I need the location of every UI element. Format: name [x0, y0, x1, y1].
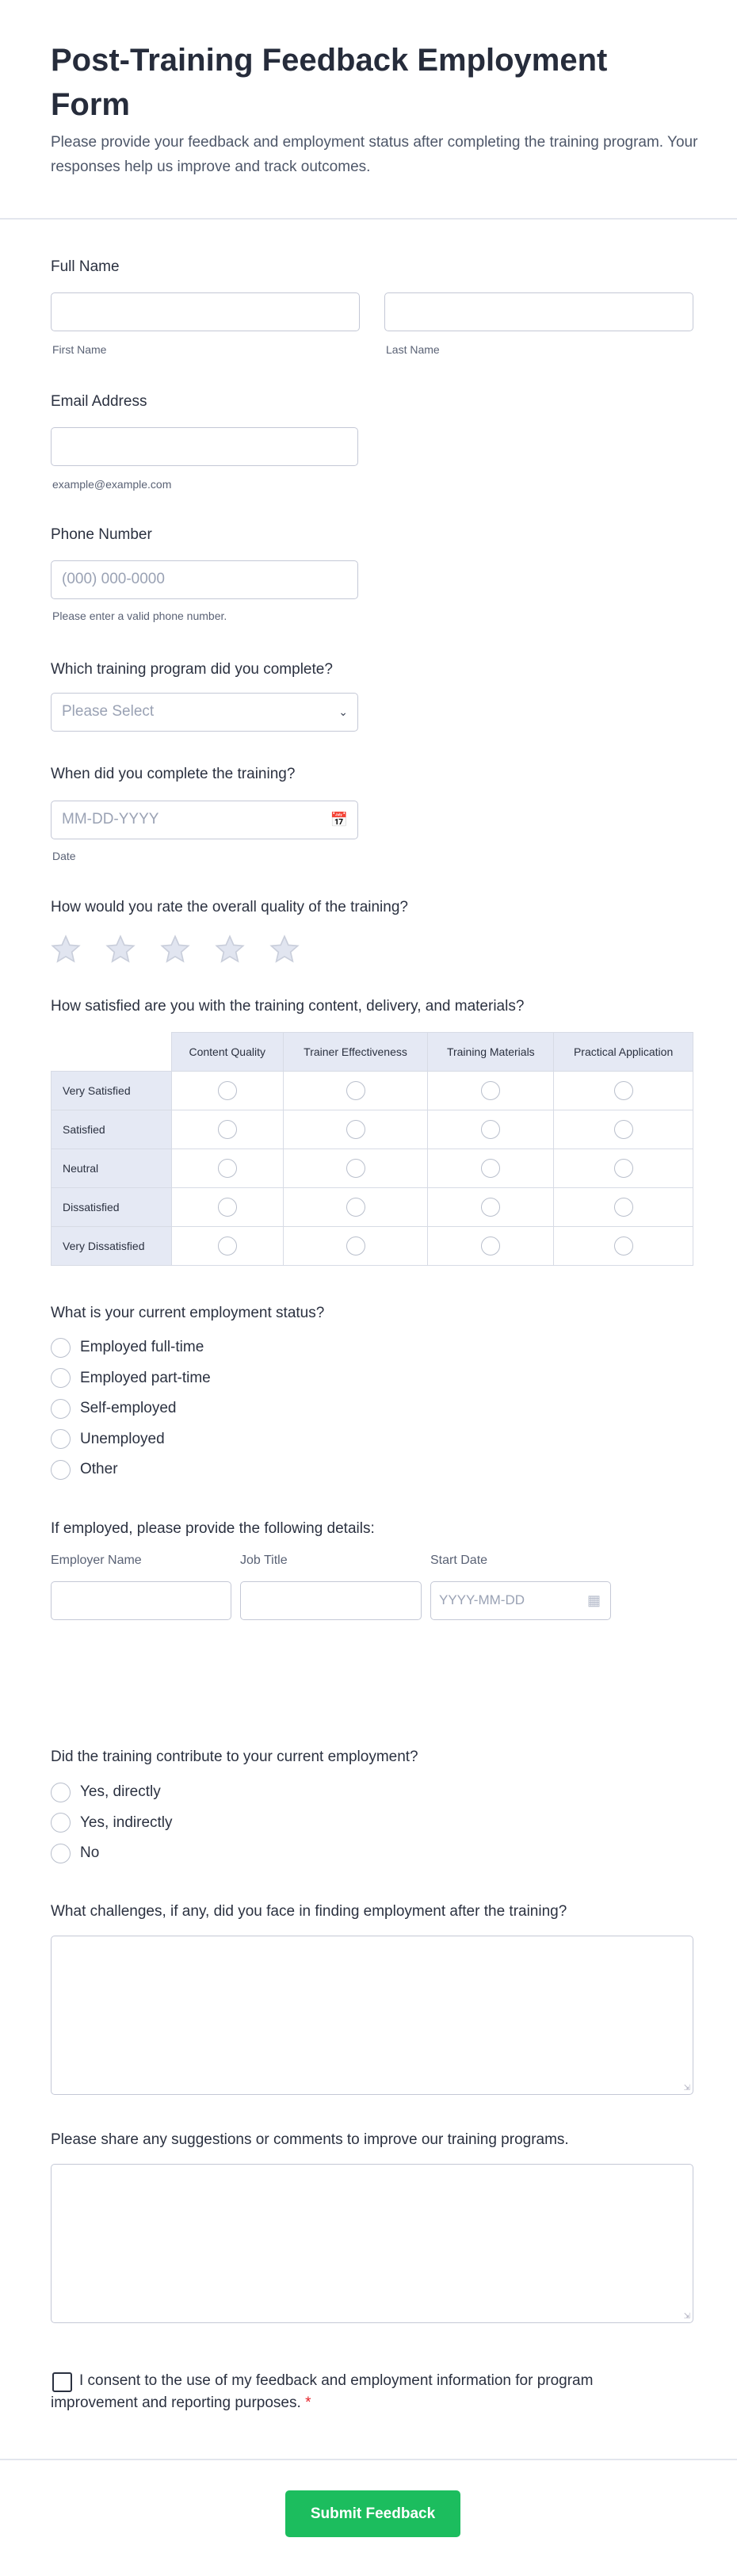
matrix-cell — [554, 1072, 693, 1110]
matrix-row — [52, 1072, 693, 1110]
employer-name-label: Employer Name — [51, 1554, 142, 1567]
matrix-row-label: Satisfied — [52, 1110, 172, 1149]
radio-button[interactable] — [51, 1368, 71, 1388]
completion-label: When did you complete the training? — [51, 766, 296, 782]
matrix-row-label: Dissatisfied — [52, 1188, 172, 1227]
email-sublabel: example@example.com — [52, 478, 172, 491]
matrix-radio[interactable] — [346, 1236, 365, 1256]
radio-button[interactable] — [51, 1460, 71, 1480]
matrix-cell — [554, 1149, 693, 1188]
radio-option-label: Employed part-time — [80, 1369, 211, 1386]
matrix-cell — [428, 1072, 554, 1110]
radio-option[interactable] — [51, 1336, 204, 1359]
matrix-radio[interactable] — [346, 1159, 365, 1178]
matrix-row — [52, 1149, 693, 1188]
matrix-corner — [52, 1033, 172, 1072]
divider — [0, 218, 737, 220]
completion-sublabel: Date — [52, 850, 76, 862]
matrix-cell — [283, 1110, 428, 1149]
resize-handle-icon[interactable]: ⇲ — [683, 2084, 690, 2093]
start-date-label: Start Date — [430, 1554, 488, 1567]
matrix-radio[interactable] — [481, 1081, 500, 1100]
matrix-cell — [554, 1110, 693, 1149]
radio-option[interactable] — [51, 1812, 173, 1834]
matrix-cell — [283, 1188, 428, 1227]
radio-option-label: Unemployed — [80, 1430, 165, 1447]
employment-status-label: What is your current employment status? — [51, 1305, 325, 1321]
radio-option[interactable] — [51, 1428, 165, 1450]
start-date-input[interactable] — [430, 1581, 611, 1620]
completion-placeholder: MM-DD-YYYY — [62, 811, 159, 827]
program-placeholder: Please Select — [62, 703, 155, 720]
program-select[interactable] — [51, 693, 358, 732]
consent-text — [51, 2370, 653, 2414]
matrix-radio[interactable] — [614, 1081, 633, 1100]
matrix-radio[interactable] — [218, 1236, 237, 1256]
matrix-row-label: Neutral — [52, 1149, 172, 1188]
radio-button[interactable] — [51, 1813, 71, 1833]
matrix-cell — [171, 1072, 283, 1110]
radio-option-label: No — [80, 1844, 100, 1861]
challenges-textarea[interactable] — [51, 1936, 693, 2095]
star-rating[interactable] — [50, 934, 300, 965]
matrix-row — [52, 1188, 693, 1227]
radio-option[interactable] — [51, 1397, 176, 1420]
matrix-cell — [428, 1110, 554, 1149]
matrix-column-header: Training Materials — [428, 1033, 554, 1072]
phone-placeholder: (000) 000-0000 — [62, 571, 165, 587]
submit-button[interactable]: Submit Feedback — [285, 2490, 460, 2537]
radio-option-label: Employed full-time — [80, 1339, 204, 1355]
matrix-radio[interactable] — [218, 1198, 237, 1217]
radio-option[interactable] — [51, 1458, 118, 1481]
calendar-icon[interactable]: 📅 — [330, 812, 348, 827]
radio-option-label: Yes, indirectly — [80, 1814, 173, 1831]
radio-button[interactable] — [51, 1429, 71, 1449]
matrix-cell — [171, 1188, 283, 1227]
radio-button[interactable] — [51, 1844, 71, 1863]
star-icon[interactable] — [105, 934, 136, 965]
star-icon[interactable] — [159, 934, 191, 965]
page-title: Post-Training Feedback Employment Form — [51, 43, 608, 122]
matrix-cell — [283, 1227, 428, 1266]
phone-sublabel: Please enter a valid phone number. — [52, 610, 227, 622]
matrix-cell — [171, 1227, 283, 1266]
matrix-radio[interactable] — [614, 1120, 633, 1139]
matrix-radio[interactable] — [481, 1198, 500, 1217]
matrix-cell — [554, 1188, 693, 1227]
phone-input[interactable] — [51, 560, 358, 599]
challenges-label: What challenges, if any, did you face in finding employment after the training? — [51, 1903, 567, 1920]
radio-option-label: Other — [80, 1461, 118, 1477]
divider — [0, 2459, 737, 2460]
matrix-radio[interactable] — [218, 1081, 237, 1100]
matrix-cell — [283, 1149, 428, 1188]
suggestions-label: Please share any suggestions or comments to improve our training programs. — [51, 2131, 569, 2148]
matrix-column-header: Practical Application — [554, 1033, 693, 1072]
suggestions-textarea[interactable] — [51, 2164, 693, 2323]
employer-name-input[interactable] — [51, 1581, 231, 1620]
matrix-radio[interactable] — [614, 1198, 633, 1217]
matrix-cell — [428, 1149, 554, 1188]
matrix-radio[interactable] — [614, 1236, 633, 1256]
radio-option-label: Self-employed — [80, 1400, 177, 1416]
matrix-radio[interactable] — [346, 1120, 365, 1139]
matrix-row-label: Very Dissatisfied — [52, 1227, 172, 1266]
radio-button[interactable] — [51, 1399, 71, 1419]
matrix-row — [52, 1110, 693, 1149]
consent-label: I consent to the use of my feedback and employment information for program improvement and reporting purposes. — [51, 2372, 594, 2411]
phone-label: Phone Number — [51, 526, 152, 543]
star-icon[interactable] — [269, 934, 300, 965]
matrix-cell — [428, 1227, 554, 1266]
matrix-cell — [171, 1110, 283, 1149]
radio-button[interactable] — [51, 1338, 71, 1358]
first-name-input[interactable] — [51, 292, 360, 331]
email-input[interactable] — [51, 427, 358, 466]
matrix-cell — [283, 1072, 428, 1110]
matrix-label: How satisfied are you with the training content, delivery, and materials? — [51, 998, 525, 1015]
matrix-radio[interactable] — [481, 1159, 500, 1178]
matrix-column-header: Content Quality — [171, 1033, 283, 1072]
matrix-radio[interactable] — [346, 1198, 365, 1217]
matrix-radio[interactable] — [346, 1081, 365, 1100]
matrix-cell — [428, 1188, 554, 1227]
satisfaction-matrix — [51, 1032, 693, 1266]
calendar-icon[interactable]: ▦ — [586, 1592, 601, 1608]
matrix-column-header: Trainer Effectiveness — [283, 1033, 428, 1072]
program-label: Which training program did you complete? — [51, 661, 333, 678]
star-icon[interactable] — [214, 934, 246, 965]
radio-option-label: Yes, directly — [80, 1783, 161, 1800]
email-label: Email Address — [51, 393, 147, 410]
radio-button[interactable] — [51, 1783, 71, 1802]
chevron-down-icon: ⌄ — [338, 705, 348, 718]
matrix-row — [52, 1227, 693, 1266]
matrix-radio[interactable] — [481, 1236, 500, 1256]
contribution-label: Did the training contribute to your current employment? — [51, 1749, 418, 1765]
radio-option[interactable] — [51, 1367, 211, 1389]
first-name-sublabel: First Name — [52, 343, 107, 356]
matrix-radio[interactable] — [614, 1159, 633, 1178]
rating-label: How would you rate the overall quality of the training? — [51, 899, 408, 915]
last-name-sublabel: Last Name — [386, 343, 440, 356]
resize-handle-icon[interactable]: ⇲ — [683, 2312, 690, 2321]
form-description: Please provide your feedback and employment status after completing the training program. Your responses help us improve and track outcomes. — [51, 134, 698, 175]
full-name-label: Full Name — [51, 258, 120, 275]
matrix-row-label: Very Satisfied — [52, 1072, 172, 1110]
completion-date-input[interactable] — [51, 801, 358, 839]
last-name-input[interactable] — [384, 292, 693, 331]
matrix-radio[interactable] — [481, 1120, 500, 1139]
radio-option[interactable] — [51, 1842, 99, 1864]
job-title-input[interactable] — [240, 1581, 422, 1620]
job-title-label: Job Title — [240, 1554, 288, 1567]
details-label: If employed, please provide the following details: — [51, 1520, 375, 1537]
star-icon[interactable] — [50, 934, 82, 965]
matrix-cell — [171, 1149, 283, 1188]
matrix-radio[interactable] — [218, 1159, 237, 1178]
radio-option[interactable] — [51, 1781, 161, 1803]
matrix-cell — [554, 1227, 693, 1266]
start-date-placeholder: YYYY-MM-DD — [439, 1592, 525, 1607]
required-mark: * — [305, 2394, 311, 2411]
matrix-radio[interactable] — [218, 1120, 237, 1139]
